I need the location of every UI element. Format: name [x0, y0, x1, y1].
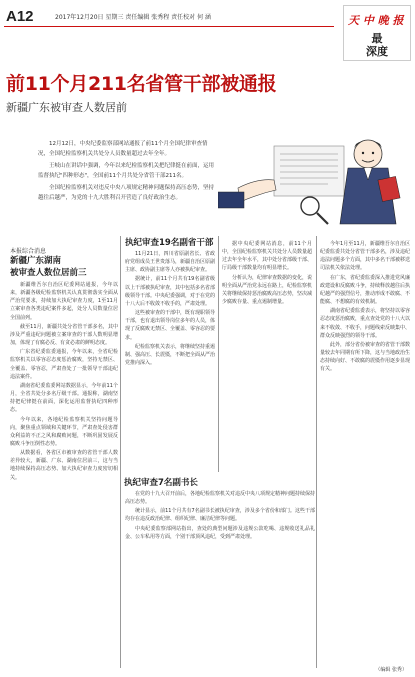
paragraph: 今年1月至11月，新疆维吾尔自治区纪委监委共处分省管干部多名，涉及违纪违法问题多个方面，其中多名干部被移送司法机关依法处理。 [320, 241, 411, 272]
newspaper-name: 天 中 晚 报 [348, 14, 404, 27]
header-divider [4, 26, 334, 27]
article-column-2 [125, 250, 215, 368]
cartoon-illustration [218, 118, 410, 230]
paragraph: 据统计，前11个月共有19名副省级以上干部被执纪审查，其中包括多名省部级领导干部。中央纪委强调，对于在党的十八大后不收敛不收手的，严肃处理。 [125, 276, 216, 307]
section-label [362, 32, 392, 58]
paragraph: 统计显示，前11个月共有7名副书长被执纪审查，涉及多个省份和部门。这些干部均存在违反政治纪律、组织纪律、廉洁纪律等问题。 [125, 508, 315, 523]
paragraph: 新疆维吾尔自治区纪委网站通报，今年以来，新疆各级纪检监察机关认真贯彻落实全面从严治党要求，持续加大执纪审查力度，1至11月立案审查各类违纪案件多起，处分人员数量位居全国前列。 [10, 282, 118, 321]
magnifier-icon [301, 197, 328, 224]
paragraph: 广东省纪委监委通报，今年以来，全省纪检监察机关以零容忍态度惩治腐败，坚持无禁区、全覆盖、零容忍，严肃查处了一批领导干部违纪违法案件。 [10, 349, 118, 380]
article-column-3 [125, 490, 315, 542]
hand-icon [218, 180, 276, 208]
section-heading [10, 255, 87, 279]
lead-line: 王岐山在讲话中强调，今年以来纪检监察机关把纪律挺在前面，运用监督执纪"四种形态"，全国前11个月共处分省管干部211名。 [38, 163, 215, 179]
section-label-line1: 最 [371, 32, 383, 45]
official-figure-icon [340, 140, 400, 224]
section-label-line2: 深度 [366, 45, 388, 58]
paragraph: 在党的十九大召开前后，各地纪检监察机关对违反中央八项规定精神问题持续保持高压态势。 [125, 491, 316, 506]
section-heading: 执纪审查7名副书长 [124, 478, 198, 488]
paragraph: 从数据看，各省区市被审查的省管干部人数差异较大，新疆、广东、湖南位居前三，这与当地持续保持高压态势、加大执纪审查力度密切相关。 [10, 450, 118, 481]
issue-meta: 2017年12月20日 星期三 责任编辑 张秀程 责任校对 何 涵 [55, 14, 211, 21]
article-column-5 [320, 240, 410, 375]
article-column-4 [222, 240, 312, 307]
paragraph: 这些被审查的干部中，既有现职领导干部，也有退出领导岗位多年的人员，体现了反腐败无禁区、全覆盖、零容忍的要求。 [125, 310, 216, 341]
byline: 本报综合消息 [10, 248, 47, 255]
paragraph: 纪检监察机关表示，将继续坚持重遏制、强高压、长震慑，不断把全面从严治党推向深入。 [125, 343, 216, 367]
paragraph: 湖南省纪委监委网站数据显示，今年前11个月，全省共处分多名厅级干部。通报称，湖南坚持把纪律挺在前面，深化运用监督执纪四种形态。 [10, 382, 118, 414]
subheadline: 新疆广东被审查人数居前 [6, 101, 127, 114]
paragraph: 今年以来，各地纪检监察机关坚持问题导向，聚焦重点领域和关键环节，严肃查处侵害群众利益的不正之风和腐败问题，不断巩固发展反腐败斗争压倒性态势。 [10, 416, 118, 447]
column-divider [120, 236, 121, 668]
section-heading-line: 新疆广东湖南 [10, 256, 62, 266]
column-divider [316, 236, 317, 668]
lead-paragraph [38, 140, 214, 207]
page-header [0, 0, 415, 62]
paragraph: 中央纪委监察部网站指出，查处的典型问题涉及违规公款吃喝、违规收送礼品礼金、公车私用等方面，个别干部顶风违纪，受到严肃处理。 [125, 525, 315, 540]
section-heading-line: 被审查人数位居前三 [10, 268, 87, 278]
paragraph: 在广东，省纪委监委深入推进党风廉政建设和反腐败斗争，持续释放越往后执纪越严的强烈信号，推动形成不敢腐、不能腐、不想腐的有效机制。 [320, 274, 411, 306]
column-divider [218, 236, 219, 472]
paragraph: 11月21日，四川省原副省长、省政府党组成员王世贵落马，新疆自治区原副主席、政协副主席等人亦被执纪审查。 [125, 251, 216, 274]
paragraph: 此外，部分省份被审查的省管干部数量较去年同期有所下降，这与当地政治生态持续向好、不敢腐的震慑作用逐步显现有关。 [320, 341, 411, 373]
document-sheet [274, 146, 344, 196]
page-number: A12 [6, 8, 34, 25]
paragraph: 分析认为，纪律审查数据的变化，说明全面从严治党永远在路上，纪检监察机关将继续保持惩治腐败高压态势，坚决减少腐败存量、重点遏制增量。 [222, 274, 313, 306]
paragraph: 据中央纪委网站消息，前11个月中，全国纪检监察机关共处分人员数量超过去年全年水平，其中处分省部级干部、厅局级干部数量均有明显增长。 [222, 241, 313, 272]
lead-line: 全国纪检监察机关对违反中央八项规定精神问题保持高压态势，坚持越往后越严，为党的十九大胜利召开营造了良好政治生态。 [38, 185, 215, 201]
editor-note: （编辑 张秀） [375, 667, 407, 673]
paragraph: 截至11月，新疆共处分省管干部多名，其中涉及严重违纪问题被立案审查的干部人数明显增加，体现了有腐必反、有贪必肃的鲜明态度。 [10, 323, 118, 347]
article-column-1 [10, 281, 118, 483]
lead-line: 12月12日，中央纪委监察部网站通报了前11个月全国纪律审查情况，全国纪检监察机关共处分人员数量超过去年全年。 [38, 141, 208, 157]
newspaper-logo [343, 5, 411, 61]
headline: 前11个月211名省管干部被通报 [6, 73, 277, 95]
section-heading: 执纪审查19名副省干部 [125, 238, 214, 248]
paragraph: 湖南省纪委监委表示，将坚持以零容忍态度惩治腐败，重点查处党的十八大以来不收敛、不收手，问题线索反映集中、群众反映强烈的领导干部。 [320, 308, 411, 339]
